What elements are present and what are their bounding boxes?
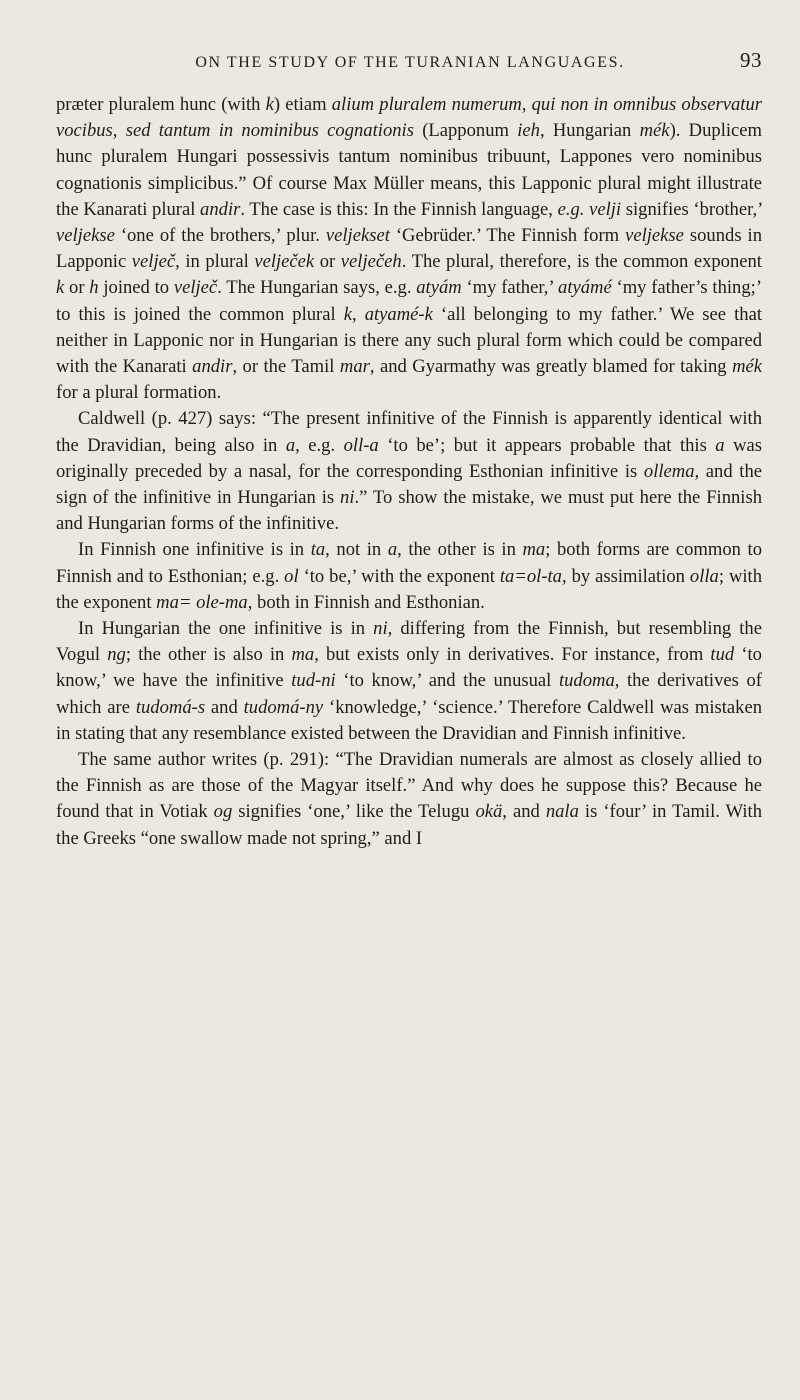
text-run: , the other is in [397, 539, 523, 561]
italic-text: ma= ole-ma [156, 591, 248, 613]
text-run: ‘one of the brothers,’ plur. [114, 225, 326, 247]
text-run: , e.g. [295, 434, 344, 456]
italic-text: ieh [517, 120, 540, 142]
text-run: signifies ‘one,’ like the Telugu [232, 801, 476, 823]
text-run: ‘to be’; but it appears probable that this [378, 434, 716, 456]
text-run: is ‘four’ in Tamil. With the Greeks “one swallow made not spring,” and I [56, 801, 762, 849]
italic-text: ma [522, 539, 546, 561]
text-run: ‘my father’s thing;’ to this is joined the common plural [56, 277, 763, 325]
running-head [80, 48, 762, 82]
italic-text: okä [475, 801, 503, 823]
italic-text: veljekset [325, 225, 390, 247]
text-run: , and Gyarmathy was greatly blamed for taking [369, 356, 733, 378]
text-run: (Lapponum [413, 120, 518, 142]
text-run: joined to [98, 277, 174, 299]
paragraph [56, 92, 762, 406]
text-run: . The Hungarian says, e.g. [217, 277, 417, 299]
italic-text: mar [339, 356, 370, 378]
text-run: for a plural formation. [56, 382, 222, 404]
text-run: ‘to know,’ we have the infinitive [56, 644, 762, 692]
text-run: , not in [325, 539, 388, 561]
text-run: præter pluralem hunc (with [56, 94, 266, 115]
italic-text: olla [689, 565, 719, 587]
text-run: ) etiam [273, 94, 332, 115]
text-run: was originally preceded by a nasal, for the corresponding Esthonian infinitive is [56, 434, 762, 482]
italic-text: nala [545, 801, 579, 823]
italic-text: a [715, 434, 725, 456]
italic-text: ol [284, 565, 299, 587]
page-number: 93 [740, 48, 762, 72]
italic-text: velječeh [340, 251, 402, 273]
italic-text: h [89, 277, 99, 299]
text-run: ; the other is also in [125, 644, 292, 666]
italic-text: a [387, 539, 398, 561]
italic-text: mék [639, 120, 670, 142]
italic-text: andir [192, 356, 233, 378]
italic-text: e.g. velji [557, 198, 622, 220]
text-run: and [205, 696, 244, 718]
text-run: , Hungarian [539, 120, 640, 142]
italic-text: k [56, 277, 65, 299]
paragraph [56, 406, 762, 537]
italic-text: ng [107, 644, 126, 666]
paragraph [56, 747, 762, 852]
text-run: In Hungarian the one infinitive is in [78, 618, 374, 640]
text-run: , differing from the Finnish, but resembling the Vogul [56, 618, 762, 666]
text-run: ; with the exponent [56, 565, 763, 613]
text-run: signifies ‘brother,’ [621, 198, 762, 220]
paragraph [56, 616, 762, 747]
italic-text: veljekse [625, 225, 684, 247]
text-run: , by assimilation [561, 565, 690, 587]
italic-text: tudoma [558, 670, 615, 692]
italic-text: andir [200, 198, 241, 220]
text-run: ; both forms are common to Finnish and to Esthonian; e.g. [56, 539, 762, 587]
text-run: ‘to know,’ and the unusual [335, 670, 559, 692]
italic-text: velječek [254, 251, 315, 273]
italic-text: ta [310, 539, 326, 561]
italic-text: mék [732, 356, 762, 378]
text-run: . The plural, therefore, is the common exponent [401, 251, 762, 273]
italic-text: atyám [416, 277, 462, 299]
italic-text: k [343, 303, 352, 325]
italic-text: alium pluralem numerum, qui non in omnibus observatur vocibus, sed tantum in nominibus cognationis [56, 94, 762, 142]
paragraph [56, 537, 762, 616]
text-run: ‘Gebrüder.’ The Finnish form [389, 225, 626, 247]
text-run: or [314, 251, 341, 273]
italic-text: og [213, 801, 233, 823]
italic-text: ta=ol-ta [499, 565, 562, 587]
italic-text: velječ [173, 277, 218, 299]
italic-text: veljekse [56, 225, 115, 247]
text-run: Caldwell (p. 427) says: “The present infinitive of the Finnish is apparently identical with the Dravidian, being also in [56, 408, 762, 456]
text-run: .” To show the mistake, we must put here the Finnish and Hungarian forms of the infinitive. [56, 487, 762, 535]
text-run: In Finnish one infinitive is in [78, 539, 311, 561]
text-run: , and the sign of the infinitive in Hungarian is [56, 460, 763, 509]
italic-text: tudomá-s [135, 696, 206, 718]
italic-text: oll-a [343, 434, 379, 456]
italic-text: k [265, 94, 274, 115]
text-run: , in plural [175, 251, 255, 273]
text-run: , and [502, 801, 546, 823]
body-text [56, 92, 762, 852]
text-run: ‘knowledge,’ ‘science.’ Therefore Caldwell was mistaken in stating that any resemblance existed between the Dravidian and Finnish infinitive. [56, 696, 762, 744]
text-run: ). Duplicem hunc pluralem Hungari possessivis tantum nominibus tribuunt, Lappones vero nominibus cognationis simplicibus.” Of course Max Müller means, this Lapponic plural might illustrate the Kanarati plural [56, 120, 762, 220]
running-title: ON THE STUDY OF THE TURANIAN LANGUAGES. [195, 54, 625, 71]
italic-text: atyámé [558, 277, 612, 299]
italic-text: a [285, 434, 296, 456]
text-run: . The case is this: In the Finnish language, [240, 198, 558, 220]
text-run: , [351, 303, 365, 325]
italic-text: tudomá-ny [243, 696, 324, 718]
text-run: , both in Finnish and Esthonian. [247, 591, 485, 613]
text-run: , the derivatives of which are [56, 670, 762, 718]
italic-text: tud-ni [291, 670, 336, 692]
italic-text: ma [291, 644, 315, 666]
text-run: ‘to be,’ with the exponent [298, 565, 500, 587]
italic-text: ni [340, 487, 355, 509]
text-run: The same author writes (p. 291): “The Dravidian numerals are almost as closely allied to the Finnish as are those of the Magyar itself.” And why does he suppose this? Because he found that in Votiak [56, 749, 762, 823]
text-run: sounds in Lapponic [56, 225, 762, 273]
italic-text: ni [373, 618, 388, 640]
text-run: ‘my father,’ [461, 277, 559, 299]
text-run: ‘all belonging to my father.’ We see that neither in Lapponic nor in Hungarian is there any such plural form which could be compared with the Kanarati [56, 303, 762, 378]
text-run: , but exists only in derivatives. For instance, from [314, 644, 711, 666]
text-run: or [64, 277, 90, 299]
italic-text: atyamé-k [364, 303, 433, 325]
italic-text: ollema [643, 460, 695, 482]
italic-text: velječ [131, 251, 176, 273]
text-run: , or the Tamil [232, 356, 340, 378]
italic-text: tud [710, 644, 735, 666]
